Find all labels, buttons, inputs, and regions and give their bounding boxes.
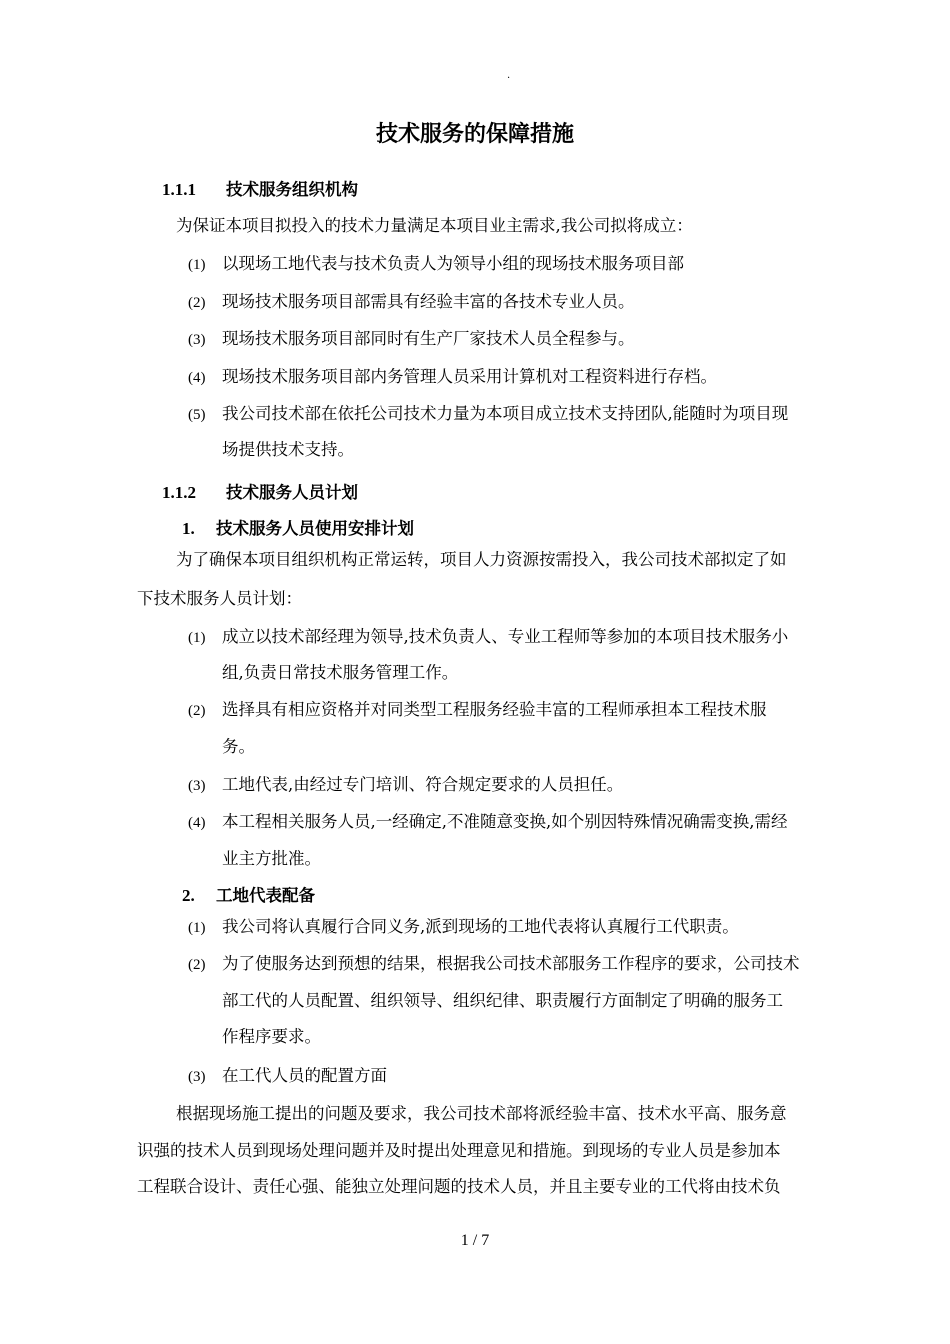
list-text: 现场技术服务项目部同时有生产厂家技术人员全程参与。 [222, 329, 635, 348]
list-item-continuation: 作程序要求。 [222, 1027, 321, 1046]
list-number: (4) [188, 370, 206, 386]
paragraph-line: 识强的技术人员到现场处理问题并及时提出处理意见和措施。到现场的专业人员是参加本 [137, 1141, 781, 1160]
list-text: 为了使服务达到预想的结果，根据我公司技术部服务工作程序的要求，公司技术 [222, 954, 800, 973]
subsection-heading [182, 515, 414, 539]
list-text: 选择具有相应资格并对同类型工程服务经验丰富的工程师承担本工程技术服 [222, 700, 767, 719]
list-item [188, 623, 788, 647]
list-number: (3) [188, 778, 206, 794]
page-title: 技术服务的保障措施 [375, 122, 574, 147]
list-number: (1) [188, 257, 206, 273]
paragraph-line: 下技术服务人员计划： [137, 589, 302, 608]
subsection-title: 技术服务人员使用安排计划 [216, 519, 414, 538]
list-item [188, 1062, 387, 1086]
subsection-heading [182, 882, 315, 906]
list-text: 我公司技术部在依托公司技术力量为本项目成立技术支持团队,能随时为项目现 [222, 404, 789, 423]
list-text: 我公司将认真履行合同义务,派到现场的工地代表将认真履行工代职责。 [222, 917, 739, 936]
page-number: 1 / 7 [460, 1232, 490, 1249]
list-item-continuation: 组,负责日常技术服务管理工作。 [222, 663, 459, 682]
section-number: 1.1.1 [162, 180, 196, 199]
list-item [188, 250, 684, 274]
list-number: (2) [188, 957, 206, 973]
section-heading-1-1-1 [162, 176, 358, 200]
list-text: 以现场工地代表与技术负责人为领导小组的现场技术服务项目部 [222, 254, 684, 273]
list-item-continuation: 务。 [222, 737, 255, 756]
list-text: 现场技术服务项目部内务管理人员采用计算机对工程资料进行存档。 [222, 367, 717, 386]
list-number: (3) [188, 1069, 206, 1085]
section-number: 1.1.2 [162, 483, 196, 502]
subsection-number: 1. [182, 519, 195, 538]
list-number: (1) [188, 920, 206, 936]
list-item [188, 363, 717, 387]
section-title: 技术服务组织机构 [226, 180, 358, 199]
list-item [188, 771, 623, 795]
list-item [188, 288, 635, 312]
list-item [188, 913, 739, 937]
list-number: (5) [188, 407, 206, 423]
section-heading-1-1-2 [162, 479, 358, 503]
paragraph-line: 根据现场施工提出的问题及要求，我公司技术部将派经验丰富、技术水平高、服务意 [176, 1104, 787, 1123]
list-item-continuation: 部工代的人员配置、组织领导、组织纪律、职责履行方面制定了明确的服务工 [222, 991, 783, 1010]
subsection-number: 2. [182, 886, 195, 905]
paragraph-line: 为了确保本项目组织机构正常运转，项目人力资源按需投入，我公司技术部拟定了如 [176, 550, 787, 569]
list-number: (4) [188, 815, 206, 831]
list-number: (1) [188, 630, 206, 646]
list-number: (2) [188, 295, 206, 311]
list-item-continuation: 业主方批准。 [222, 849, 321, 868]
list-number: (3) [188, 332, 206, 348]
subsection-title: 工地代表配备 [216, 886, 315, 905]
list-text: 在工代人员的配置方面 [222, 1066, 387, 1085]
list-item [188, 400, 788, 424]
paragraph-line: 工程联合设计、责任心强、能独立处理问题的技术人员，并且主要专业的工代将由技术负 [137, 1177, 781, 1196]
list-item [188, 808, 787, 832]
list-item [188, 696, 767, 720]
list-item [188, 325, 635, 349]
list-number: (2) [188, 703, 206, 719]
section-title: 技术服务人员计划 [226, 483, 358, 502]
header-mark: . [507, 70, 511, 81]
list-text: 本工程相关服务人员,一经确定,不准随意变换,如个别因特殊情况确需变换,需经 [222, 812, 788, 831]
list-item-continuation: 场提供技术支持。 [222, 440, 354, 459]
paragraph-line: 为保证本项目拟投入的技术力量满足本项目业主需求,我公司拟将成立： [176, 216, 693, 235]
list-text: 现场技术服务项目部需具有经验丰富的各技术专业人员。 [222, 292, 635, 311]
list-item [188, 950, 800, 974]
list-text: 成立以技术部经理为领导,技术负责人、专业工程师等参加的本项目技术服务小 [222, 627, 789, 646]
list-text: 工地代表,由经过专门培训、符合规定要求的人员担任。 [222, 775, 624, 794]
